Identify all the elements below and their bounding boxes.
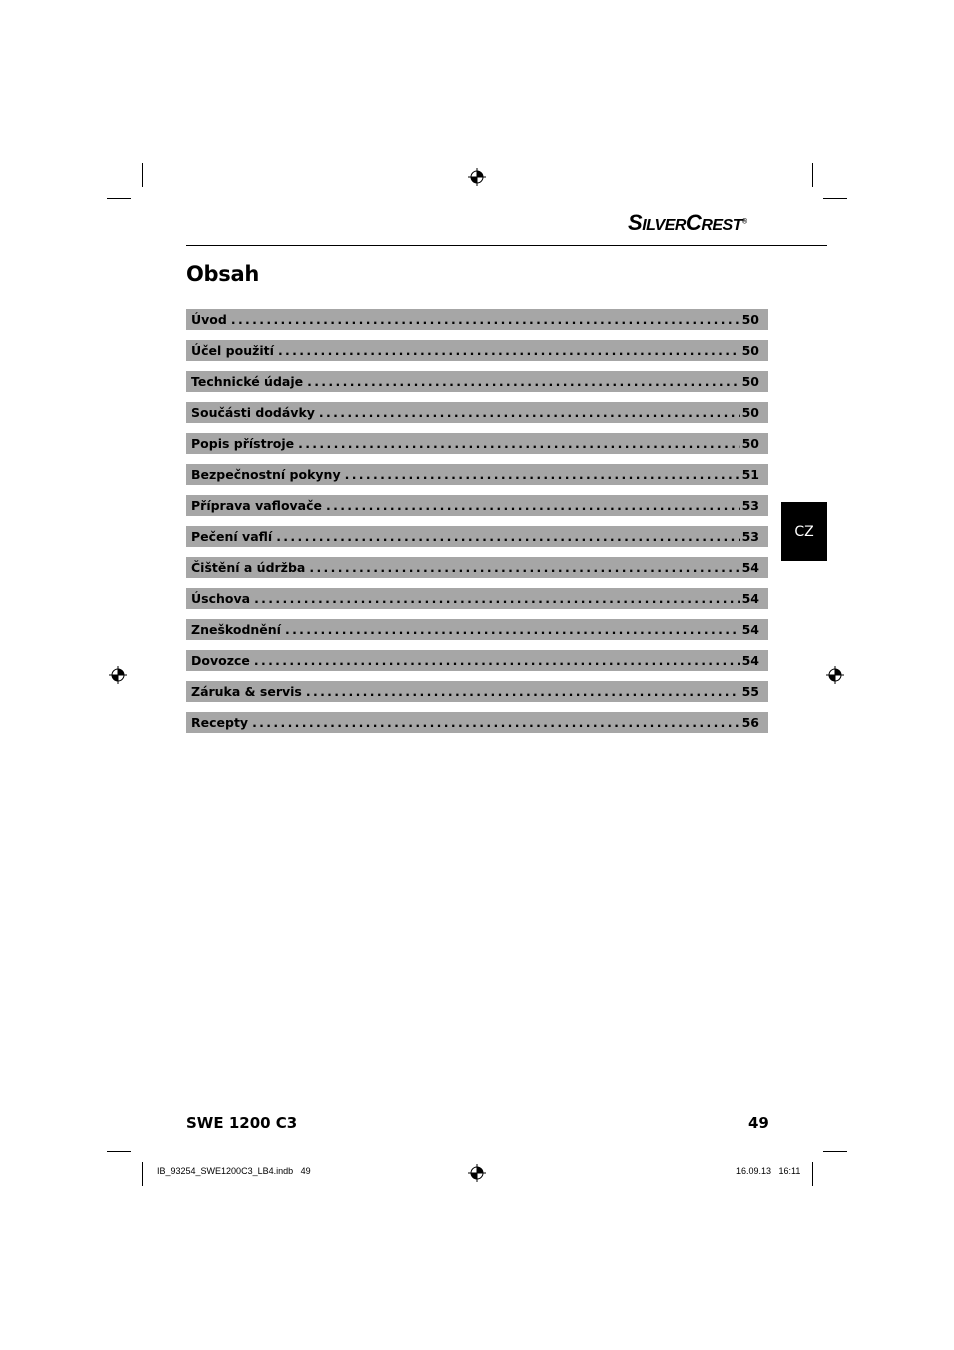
toc-entry[interactable]: [186, 309, 768, 330]
toc-entry-label: Recepty: [191, 715, 249, 730]
registration-mark-icon: [826, 666, 844, 684]
toc-entry[interactable]: [186, 588, 768, 609]
crop-mark-top-left-vertical: [142, 163, 143, 187]
toc-entry-label: Čištění a údržba: [191, 560, 306, 575]
dot-leader: [319, 405, 740, 420]
toc-entry[interactable]: [186, 650, 768, 671]
toc-entry-page: 53: [741, 498, 759, 513]
toc-entry-page: 50: [741, 312, 759, 327]
toc-entry-page: 50: [741, 374, 759, 389]
dot-leader: [231, 312, 740, 327]
toc-entry-page: 56: [741, 715, 759, 730]
crop-mark-top-left-horizontal: [107, 198, 131, 199]
registration-mark-icon: [468, 168, 486, 186]
toc-entry-label: Bezpečnostní pokyny: [191, 467, 341, 482]
dot-leader: [254, 653, 740, 668]
toc-entry[interactable]: [186, 495, 768, 516]
toc-entry-page: 50: [741, 343, 759, 358]
dot-leader: [326, 498, 740, 513]
dot-leader: [309, 560, 739, 575]
toc-entry-label: Technické údaje: [191, 374, 304, 389]
toc-entry-label: Pečení vaflí: [191, 529, 273, 544]
dot-leader: [252, 715, 740, 730]
toc-entry-label: Záruka & servis: [191, 684, 302, 699]
toc-entry-label: Popis přístroje: [191, 436, 295, 451]
page-number: 49: [748, 1114, 769, 1132]
dot-leader: [306, 684, 740, 699]
toc-entry-page: 54: [741, 591, 759, 606]
toc-entry-label: Účel použití: [191, 343, 274, 358]
crop-mark-bottom-left-vertical: [142, 1162, 143, 1186]
language-tab-label: CZ: [794, 523, 814, 540]
crop-mark-bottom-left-horizontal: [107, 1151, 131, 1152]
toc-entry-label: Příprava vaflovače: [191, 498, 322, 513]
dot-leader: [345, 467, 740, 482]
toc-entry-page: 54: [741, 622, 759, 637]
toc-entry[interactable]: [186, 557, 768, 578]
toc-entry[interactable]: [186, 619, 768, 640]
toc-entry[interactable]: [186, 712, 768, 733]
dot-leader: [298, 436, 739, 451]
toc-entry[interactable]: [186, 464, 768, 485]
print-slug-datetime: 16.09.13 16:11: [736, 1166, 801, 1176]
page-title: Obsah: [186, 262, 260, 286]
dot-leader: [285, 622, 740, 637]
dot-leader: [254, 591, 740, 606]
print-slug-file: IB_93254_SWE1200C3_LB4.indb 49: [157, 1166, 311, 1176]
toc-entry[interactable]: [186, 402, 768, 423]
registration-mark-icon: [109, 666, 127, 684]
toc-entry-page: 55: [741, 684, 759, 699]
header-rule: [186, 245, 827, 246]
toc-entry-label: Zneškodnění: [191, 622, 281, 637]
crop-mark-top-right-vertical: [812, 163, 813, 187]
brand-logo: SILVERCREST®: [628, 210, 747, 235]
toc-entry[interactable]: [186, 340, 768, 361]
toc-entry-label: Úschova: [191, 591, 251, 606]
crop-mark-top-right-horizontal: [823, 198, 847, 199]
dot-leader: [307, 374, 739, 389]
toc-entry-label: Součásti dodávky: [191, 405, 315, 420]
toc-entry-page: 53: [741, 529, 759, 544]
toc-entry[interactable]: [186, 526, 768, 547]
crop-mark-bottom-right-vertical: [812, 1162, 813, 1186]
dot-leader: [276, 529, 739, 544]
toc-entry[interactable]: [186, 371, 768, 392]
toc-entry-page: 50: [741, 436, 759, 451]
toc-entry[interactable]: [186, 433, 768, 454]
table-of-contents: [186, 309, 768, 743]
toc-entry[interactable]: [186, 681, 768, 702]
language-tab: [781, 502, 827, 561]
toc-entry-page: 54: [741, 653, 759, 668]
model-number: SWE 1200 C3: [186, 1114, 298, 1132]
registration-mark-icon: [468, 1164, 486, 1182]
toc-entry-label: Dovozce: [191, 653, 250, 668]
toc-entry-label: Úvod: [191, 312, 227, 327]
crop-mark-bottom-right-horizontal: [823, 1151, 847, 1152]
dot-leader: [278, 343, 740, 358]
toc-entry-page: 51: [741, 467, 759, 482]
toc-entry-page: 50: [741, 405, 759, 420]
toc-entry-page: 54: [741, 560, 759, 575]
